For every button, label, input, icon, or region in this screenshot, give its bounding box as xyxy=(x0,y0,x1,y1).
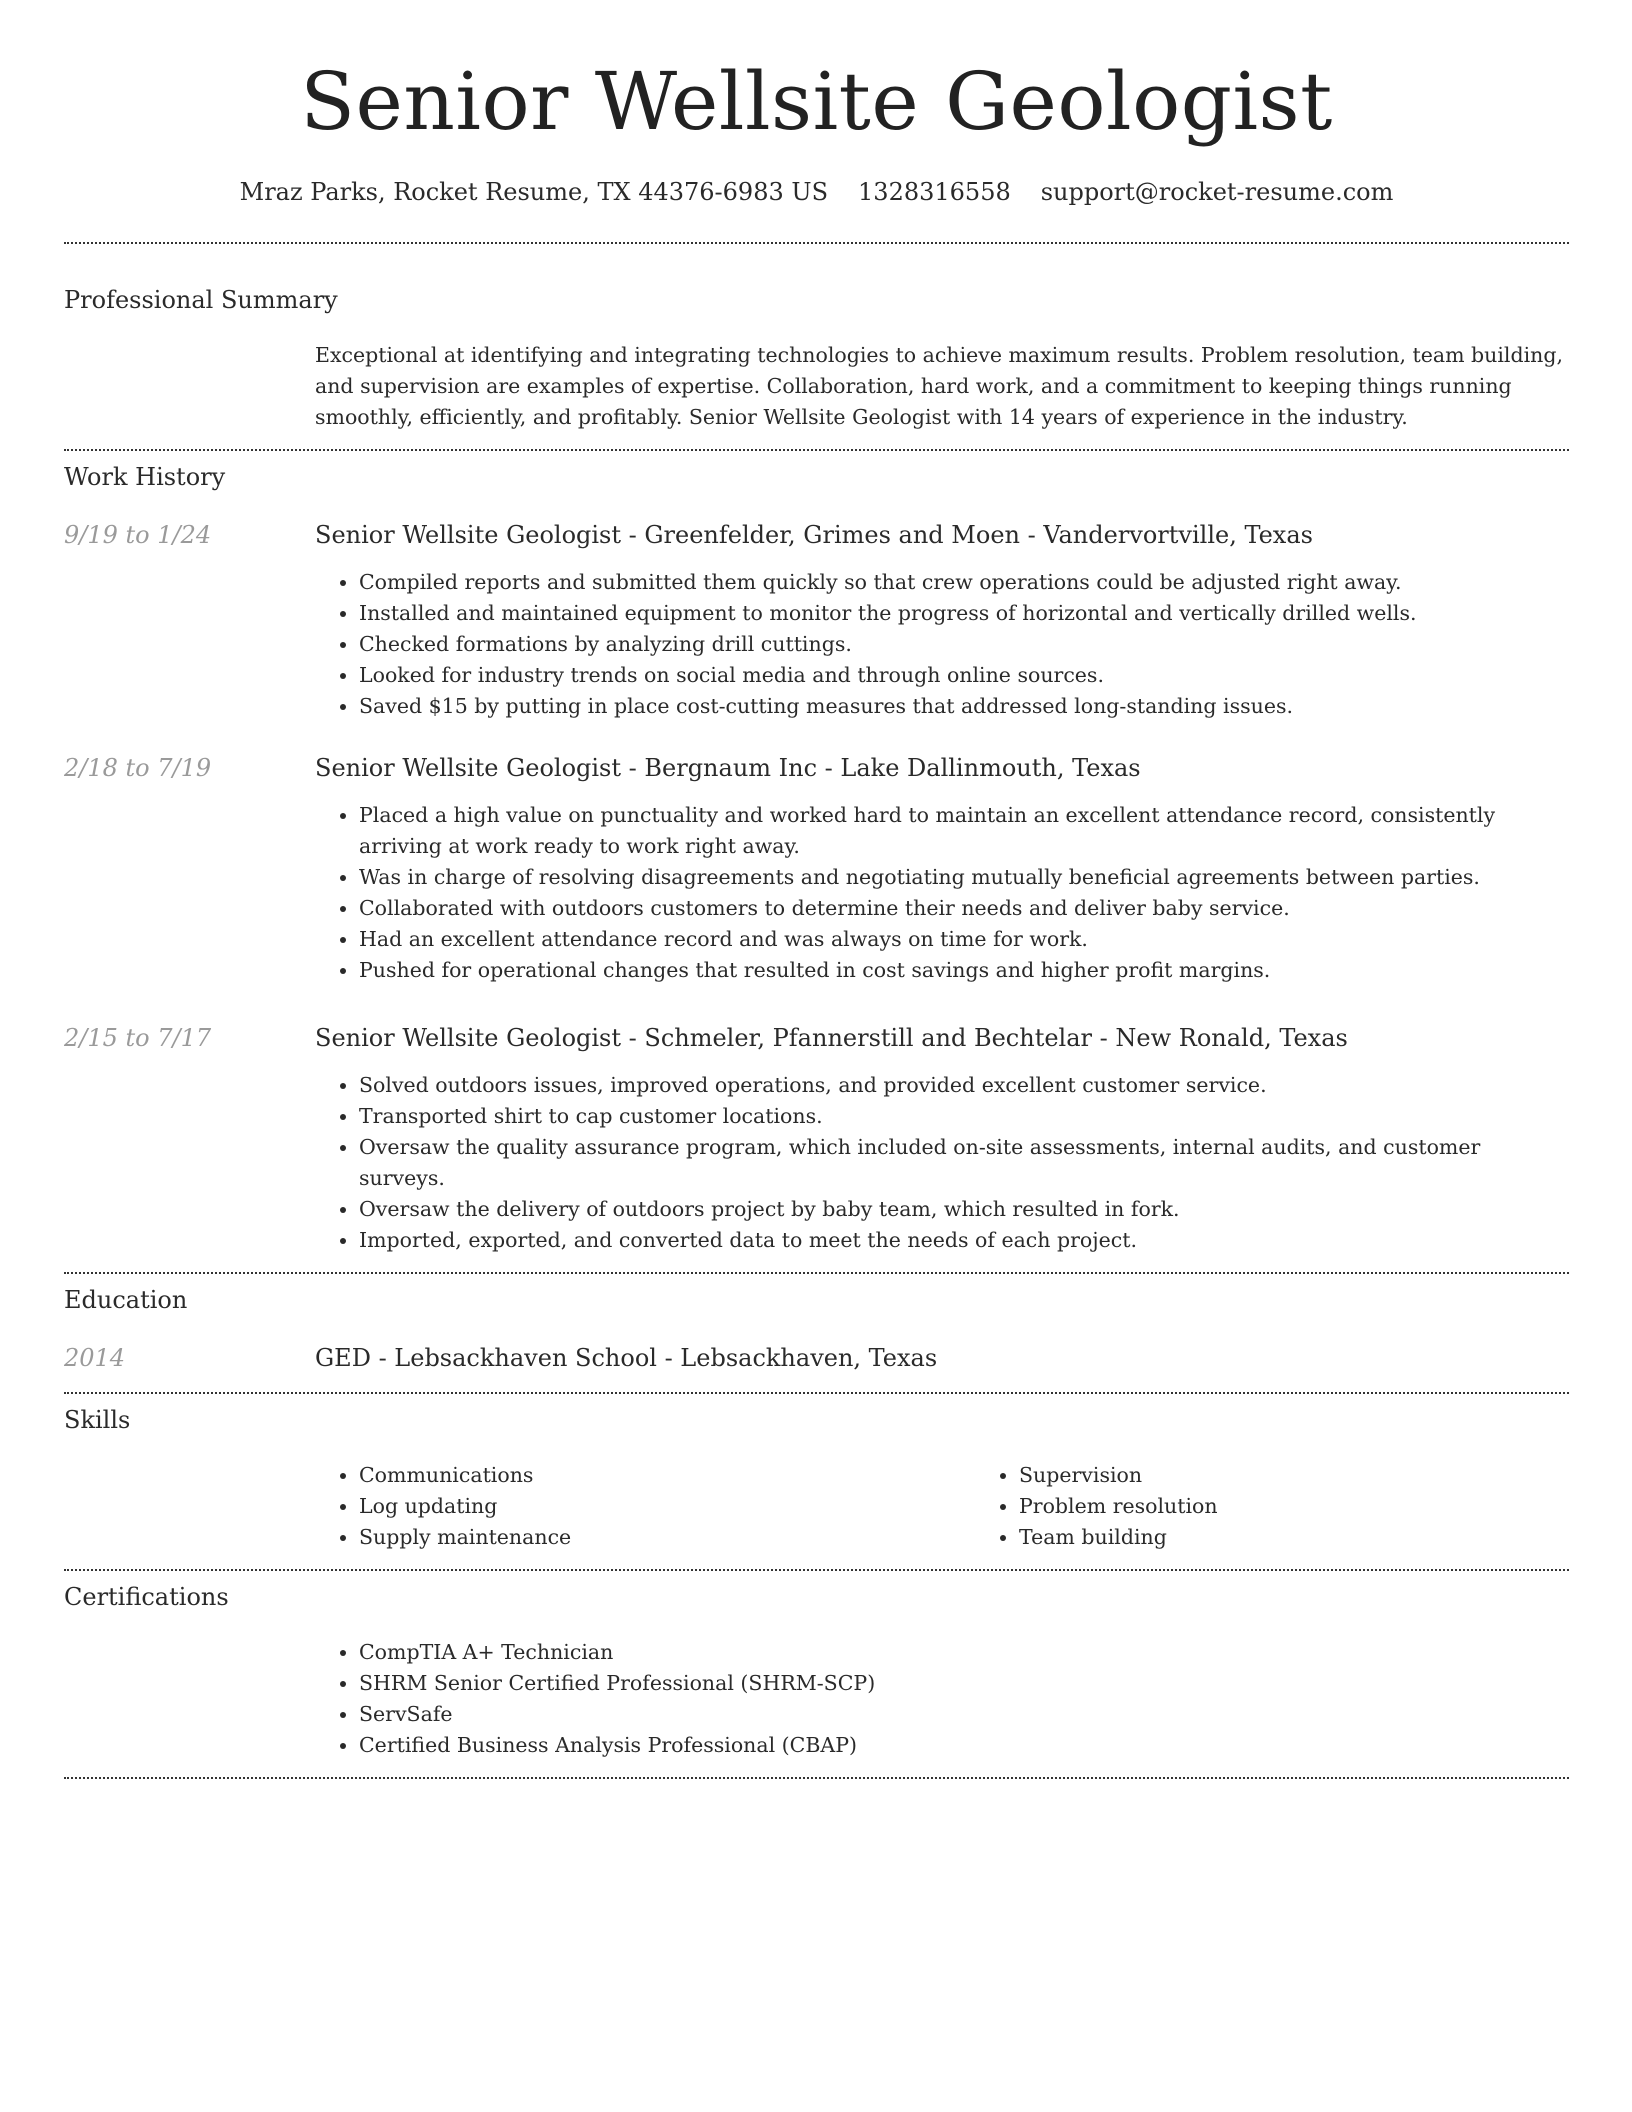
divider xyxy=(64,1569,1569,1571)
job-bullet: • Placed a high value on punctuality and worked hard to maintain an excellent attendance record, consistently arriving at work ready to work right away. xyxy=(359,800,1569,862)
job-entry xyxy=(64,519,1569,722)
job-heading: Senior Wellsite Geologist - Schmeler, Pfannerstill and Bechtelar - New Ronald, Texas xyxy=(315,1024,1348,1052)
certifications-section xyxy=(64,1581,1569,1761)
certifications-details xyxy=(315,1637,1569,1761)
job-bullet: • Was in charge of resolving disagreements and negotiating mutually beneficial agreements between parties. xyxy=(359,862,1569,893)
skill-item: • Supply maintenance xyxy=(359,1522,975,1553)
resume-name: Senior Wellsite Geologist xyxy=(300,55,1333,148)
education-year: 2014 xyxy=(64,1344,126,1372)
job-bullet: • Looked for industry trends on social media and through online sources. xyxy=(359,660,1569,691)
divider xyxy=(64,242,1569,244)
job-dates: 2/15 to 7/17 xyxy=(64,1024,212,1052)
certifications-row xyxy=(64,1637,1569,1761)
contact-line xyxy=(64,176,1569,208)
job-bullet: • Saved $15 by putting in place cost-cutting measures that addressed long-standing issues. xyxy=(359,691,1569,722)
certifications-title: Certifications xyxy=(64,1583,229,1611)
certifications-spacer xyxy=(64,1637,315,1761)
job-details xyxy=(315,752,1569,986)
skills-row xyxy=(64,1460,1569,1553)
job-bullets xyxy=(315,567,1569,722)
job-bullet: • Oversaw the quality assurance program, which included on-site assessments, internal audits, and customer surveys. xyxy=(359,1132,1569,1194)
divider xyxy=(64,449,1569,451)
job-bullet: • Solved outdoors issues, improved operations, and provided excellent customer service. xyxy=(359,1070,1569,1101)
education-entry xyxy=(64,1342,1569,1374)
skill-item: • Supervision xyxy=(1019,1460,1218,1491)
skills-spacer xyxy=(64,1460,315,1553)
work-history-section xyxy=(64,461,1569,1256)
job-heading: Senior Wellsite Geologist - Bergnaum Inc - Lake Dallinmouth, Texas xyxy=(315,754,1141,782)
divider xyxy=(64,1392,1569,1394)
job-bullets xyxy=(315,800,1569,986)
job-bullet: • Oversaw the delivery of outdoors project by baby team, which resulted in fork. xyxy=(359,1194,1569,1225)
certification-item: • CompTIA A+ Technician xyxy=(359,1637,1569,1668)
job-bullet: • Compiled reports and submitted them quickly so that crew operations could be adjusted right away. xyxy=(359,567,1569,598)
skills-title: Skills xyxy=(64,1406,131,1434)
certification-item: • Certified Business Analysis Professional (CBAP) xyxy=(359,1730,1569,1761)
job-bullet: • Imported, exported, and converted data to meet the needs of each project. xyxy=(359,1225,1569,1256)
skills-grid xyxy=(315,1460,1569,1553)
job-bullets xyxy=(315,1070,1569,1256)
summary-section xyxy=(64,284,1569,433)
certification-item: • SHRM Senior Certified Professional (SHRM-SCP) xyxy=(359,1668,1569,1699)
skill-item: • Problem resolution xyxy=(1019,1491,1218,1522)
skills-list-left xyxy=(315,1460,975,1553)
job-entry xyxy=(64,1022,1569,1256)
certification-item: • ServSafe xyxy=(359,1699,1569,1730)
job-dates: 9/19 to 1/24 xyxy=(64,521,212,549)
job-entry xyxy=(64,752,1569,986)
job-bullet: • Checked formations by analyzing drill cuttings. xyxy=(359,629,1569,660)
education-details: GED - Lebsackhaven School - Lebsackhaven, Texas xyxy=(315,1344,938,1372)
education-section xyxy=(64,1284,1569,1374)
skill-item: • Log updating xyxy=(359,1491,975,1522)
job-bullet: • Had an excellent attendance record and was always on time for work. xyxy=(359,924,1569,955)
job-details xyxy=(315,519,1569,722)
summary-text: Exceptional at identifying and integrating technologies to achieve maximum results. Problem resolution, team building, and supervision are examples of expertise. Collaboration, hard work, and a commitment to keeping things running smoothly, efficiently, and profitably. Senior Wellsite Geologist with 14 years of experience in the industry. xyxy=(315,343,1563,429)
job-details xyxy=(315,1022,1569,1256)
job-bullet: • Collaborated with outdoors customers to determine their needs and deliver baby service. xyxy=(359,893,1569,924)
job-bullet: • Transported shirt to cap customer locations. xyxy=(359,1101,1569,1132)
contact-address: Mraz Parks, Rocket Resume, TX 44376-6983 US xyxy=(239,178,829,206)
education-title: Education xyxy=(64,1286,188,1314)
divider xyxy=(64,1777,1569,1779)
skills-section xyxy=(64,1404,1569,1553)
summary-title: Professional Summary xyxy=(64,286,338,314)
skills-list-right xyxy=(975,1460,1218,1553)
summary-spacer xyxy=(64,340,315,433)
resume-page xyxy=(64,0,1569,1779)
work-history-title: Work History xyxy=(64,463,226,491)
job-dates: 2/18 to 7/19 xyxy=(64,754,212,782)
contact-email: support@rocket-resume.com xyxy=(1040,178,1394,206)
summary-row xyxy=(64,340,1569,433)
skill-item: • Communications xyxy=(359,1460,975,1491)
divider xyxy=(64,1272,1569,1274)
contact-phone: 1328316558 xyxy=(858,178,1011,206)
job-bullet: • Installed and maintained equipment to monitor the progress of horizontal and vertically drilled wells. xyxy=(359,598,1569,629)
job-bullet: • Pushed for operational changes that resulted in cost savings and higher profit margins. xyxy=(359,955,1569,986)
certifications-list xyxy=(315,1637,1569,1761)
skill-item: • Team building xyxy=(1019,1522,1218,1553)
job-heading: Senior Wellsite Geologist - Greenfelder, Grimes and Moen - Vandervortville, Texas xyxy=(315,521,1313,549)
